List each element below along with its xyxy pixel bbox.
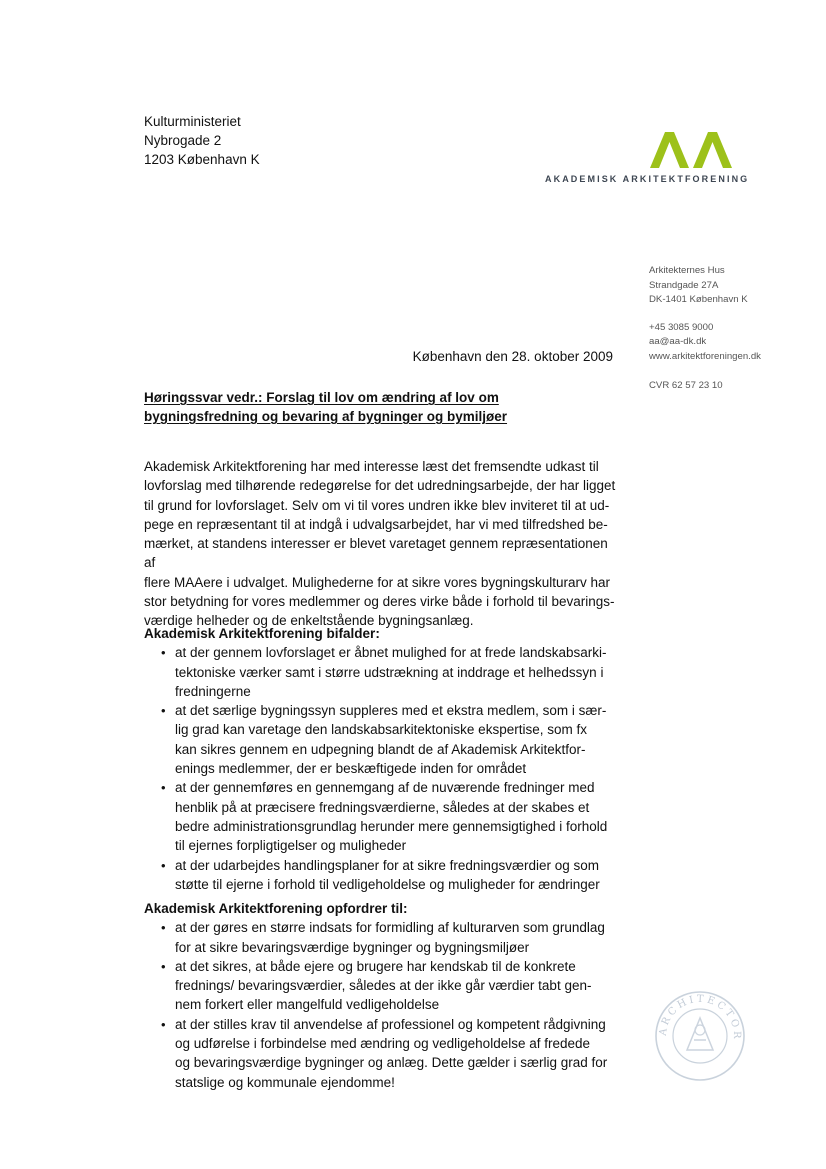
sender-address-line: Arkitekternes Hus — [649, 265, 725, 276]
recipient-line: Nybrogade 2 — [144, 133, 222, 148]
recipient-line: 1203 København K — [144, 152, 260, 167]
list-item — [144, 778, 616, 855]
item-line: at det særlige bygningssyn suppleres med et ekstra medlem, som i sær- — [175, 703, 607, 719]
item-line: støtte til ejerne i forhold til vedligeholdelse og muligheder for ændringer — [175, 876, 600, 892]
sender-address-line: DK-1401 København K — [649, 294, 748, 305]
paragraph-line: Akademisk Arkitektforening har med interesse læst det fremsendte udkast til — [144, 459, 599, 474]
list-item — [144, 1015, 616, 1092]
bullet-icon: • — [161, 920, 166, 936]
svg-text:ARCHITECTOR: ARCHITECTOR — [657, 993, 743, 1042]
sender-email: aa@aa-dk.dk — [649, 336, 707, 347]
list-item — [144, 918, 616, 957]
item-line: for at sikre bevaringsværdige bygninger og bygningsmiljøer — [175, 939, 530, 955]
item-line: at der gøres en større indsats for formidling af kulturarven som grundlag — [175, 920, 605, 936]
item-line: at det sikres, at både ejere og brugere har kendskab til de konkrete — [175, 958, 576, 974]
item-line: fredningerne — [175, 683, 251, 699]
bullet-icon: • — [161, 645, 166, 661]
intro-paragraph — [144, 457, 616, 631]
letter-date: København den 28. oktober 2009 — [412, 349, 613, 364]
sender-website: www.arkitektforeningen.dk — [649, 350, 761, 362]
bullet-icon: • — [161, 1016, 166, 1032]
item-line: at der udarbejdes handlingsplaner for at sikre fredningsværdier og som — [175, 857, 599, 873]
sender-info — [649, 264, 761, 394]
item-line: og bevaringsværdige bygninger og anlæg. Dette gælder i særlig grad for — [175, 1055, 608, 1071]
paragraph-line: mærket, at standens interesser er blevet varetaget gennem repræsentationen af — [144, 536, 608, 571]
aa-logo-icon — [650, 132, 732, 168]
section-bifalder — [144, 624, 616, 894]
list-item — [144, 701, 616, 778]
bullet-icon: • — [161, 958, 166, 974]
sender-phone: +45 3085 9000 — [649, 321, 714, 333]
list-item — [144, 643, 616, 701]
section-opfordrer — [144, 899, 616, 1092]
logo-wordmark: AKADEMISK ARKITEKTFORENING — [545, 174, 750, 184]
recipient-address — [144, 112, 260, 169]
list-item — [144, 957, 616, 1015]
item-line: bedre administrationsgrundlag herunder mere gennemsigtighed i forhold — [175, 818, 608, 834]
paragraph-line: lovforslag med tilhørende redegørelse for det udredningsarbejde, der har ligget — [144, 478, 616, 494]
list-item — [144, 856, 616, 895]
item-line: til ejernes forpligtigelser og muligheder — [175, 838, 407, 854]
item-line: nem forkert eller mangelfuld vedligeholdelse — [175, 997, 440, 1013]
section-heading: Akademisk Arkitektforening opfordrer til: — [144, 901, 408, 916]
sender-address-line: Strandgade 27A — [649, 279, 719, 291]
item-line: henblik på at præcisere fredningsværdierne, således at der skabes et — [175, 799, 590, 815]
paragraph-line: værdige helheder og de enkeltstående bygningsanlæg. — [144, 613, 474, 629]
item-line: at der gennem lovforslaget er åbnet mulighed for at frede landskabsarki- — [175, 645, 607, 661]
letter-subject: Høringssvar vedr.: Forslag til lov om ændring af lov om bygningsfredning og bevaring af bygninger og bymiljøer — [144, 390, 508, 424]
item-line: at der stilles krav til anvendelse af professionel og kompetent rådgivning — [175, 1016, 606, 1032]
bullet-icon: • — [161, 703, 166, 719]
item-line: frednings/ bevaringsværdier, således at der ikke går værdier tabt gen- — [175, 978, 592, 994]
item-line: kan sikres gennem en udpegning blandt de af Akademisk Arkitektfor- — [175, 741, 586, 757]
paragraph-line: stor betydning for vores medlemmer og deres virke både i forhold til bevarings- — [144, 594, 615, 610]
item-line: at der gennemføres en gennemgang af de nuværende fredninger med — [175, 780, 595, 796]
item-line: lig grad kan varetage den landskabsarkitektoniske ekspertise, som fx — [175, 722, 587, 738]
bullet-list — [144, 918, 616, 1092]
item-line: tektoniske værker samt i større udstrækning at inddrage et helhedssyn i — [175, 664, 604, 680]
item-line: statslige og kommunale ejendomme! — [175, 1074, 395, 1090]
sender-cvr: CVR 62 57 23 10 — [649, 380, 723, 391]
paragraph-line: flere MAAere i udvalget. Mulighederne for at sikre vores bygningskulturarv har — [144, 574, 610, 590]
seal-stamp-icon — [654, 990, 746, 1087]
bullet-list — [144, 643, 616, 894]
item-line: enings medlemmer, der er beskæftigede inden for området — [175, 761, 527, 777]
section-heading: Akademisk Arkitektforening bifalder: — [144, 626, 380, 641]
bullet-icon: • — [161, 857, 166, 873]
item-line: og udførelse i forbindelse med ændring og vedligeholdelse af fredede — [175, 1036, 591, 1052]
paragraph-line: til grund for lovforslaget. Selv om vi til vores undren ikke blev inviteret til at ud- — [144, 497, 610, 513]
recipient-line: Kulturministeriet — [144, 114, 241, 129]
bullet-icon: • — [161, 780, 166, 796]
logo — [545, 132, 750, 184]
paragraph-line: pege en repræsentant til at indgå i udvalgsarbejdet, har vi med tilfredshed be- — [144, 516, 608, 532]
